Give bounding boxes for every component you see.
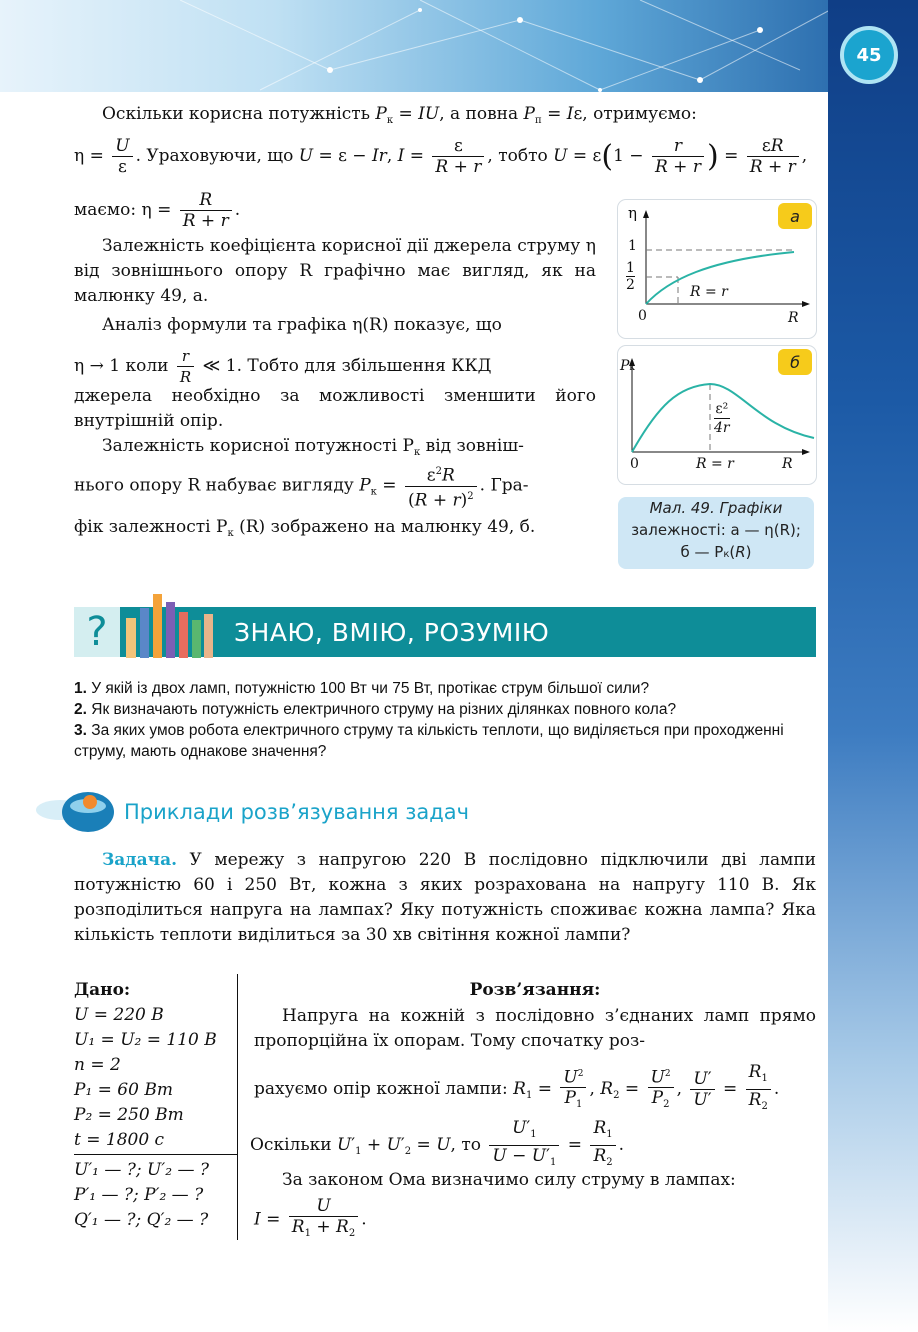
intro-line-1: Оскільки корисна потужність $P_к$ = IU, а повна $P_п = I\varepsilon$, отримуємо: xyxy=(102,104,697,126)
graph-a-tick-1: 1 xyxy=(628,238,637,254)
question-3: 3. За яких умов робота електричного струму та кількість теплоти, що виділяється при проходженні струму, мають однакове значення? xyxy=(74,722,784,760)
graph-a-origin: 0 xyxy=(638,308,647,324)
solution-current-formula: I = $\frac{U}{R_1 + R_2}$ . xyxy=(254,1196,367,1239)
figure-caption: Мал. 49. Графіки залежності: а — η(R); б — Pк(R) xyxy=(618,497,814,569)
intro-line-3: маємо: η = $\frac{R}{R + r}$ . xyxy=(74,190,241,231)
given-find-divider xyxy=(74,1154,237,1155)
intro-line-2: η = $\frac{U}{\varepsilon}$ . Ураховуючи, що U = ε − Ir, I = $\frac{\varepsilon}{R + r}$ , тобто U = ε(1 − $\frac{r}{R + r}$ ) = $\frac{\varepsilon R}{R + r}$ , xyxy=(74,136,808,177)
find-block: U′₁ — ?; U′₂ — ? P′₁ — ?; P′₂ — ? Q′₁ — ?; Q′₂ — ? xyxy=(74,1160,209,1230)
para-analysis-1: Аналіз формули та графіка η(R) показує, що xyxy=(102,315,502,335)
examples-icon xyxy=(34,790,118,836)
graph-a-x-label: R xyxy=(788,310,799,326)
graph-b-peak-label: ε² 4r xyxy=(714,401,730,436)
graph-a-y-label: η xyxy=(628,204,637,222)
graph-a-tick-half: 1 2 xyxy=(626,260,635,293)
para-power-1: Залежність корисної потужності $P_к$ від зовніш- xyxy=(102,436,524,458)
solution-title: Розв’язання: xyxy=(469,980,601,1000)
question-icon: ? xyxy=(74,607,120,657)
question-1: 1. У якій із двох ламп, потужністю 100 Вт чи 75 Вт, протікає струм більшої сили? xyxy=(74,680,650,697)
solution-p3: За законом Ома визначимо силу струму в лампах: xyxy=(282,1170,736,1190)
examples-title: Приклади розв’язування задач xyxy=(124,800,470,824)
solution-resistance: рахуємо опір кожної лампи: $R_1$ = $\frac{U^2}{P_1}$ , $R_2$ = $\frac{U^2}{P_2}$ , $\frac{U'}{U'}$ = $\frac{R_1}{R_2}$ . xyxy=(254,1062,780,1112)
given-block: Дано: U = 220 В U₁ = U₂ = 110 В n = 2 P₁ = 60 Вт P₂ = 250 Вт t = 1800 с xyxy=(74,980,217,1150)
question-2: 2. Як визначають потужність електричного струму на різних ділянках повного кола? xyxy=(74,701,677,718)
para-analysis-2: η → 1 коли $\frac{r}{R}$ ≪ 1. Тобто для збільшення ККД xyxy=(74,347,492,386)
graph-b-y-label: Pк xyxy=(620,358,636,374)
raised-hands-icon xyxy=(120,584,220,658)
graph-b-origin: 0 xyxy=(630,456,639,472)
solution-p1: Напруга на кожній з послідовно з’єднаних ламп прямо пропорційна їх опорам. Тому спочатку роз- xyxy=(254,1006,816,1051)
graph-b-marker: R = r xyxy=(696,456,734,472)
para-analysis-3: джерела необхідно за можливості зменшити його внутрішній опір. xyxy=(74,386,596,431)
para-power-3: фік залежності $P_к$ (R) зображено на малюнку 49, б. xyxy=(74,517,536,539)
graph-a-marker: R = r xyxy=(690,284,728,300)
para-power-2: нього опору R набуває вигляду $P_к$ = $\frac{\varepsilon^2R}{(R + r)^2}$ . Гра- xyxy=(74,462,596,510)
question-list xyxy=(74,678,820,762)
problem-text: Задача. У мережу з напругою 220 В послідовно підключили дві лампи потужністю 60 і 250 Вт, кожна з яких розрахована на напругу 110 В. Як розподілиться напруга на лампах? Яку потужність споживає кожна лампа? Яка кількість теплоти виділиться за 30 хв світіння кожної лампи? xyxy=(74,850,816,945)
para-dependence: Залежність коефіцієнта корисної дії джерела струму η від зовнішнього опору R графічно має вигляд, як на малюнку 49, а. xyxy=(74,236,596,306)
graph-a-tag: а xyxy=(778,203,812,229)
graph-b-x-label: R xyxy=(782,456,793,472)
graph-b-tag: б xyxy=(778,349,812,375)
solution-p2: Оскільки $U'_1 + U'_2 = U$, то $\frac{U'_1}{U - U'_1}$ = $\frac{R_1}{R_2}$ . xyxy=(250,1118,625,1168)
given-divider xyxy=(237,974,238,1240)
page-number: 45 xyxy=(840,26,898,84)
banner-title: ЗНАЮ, ВМІЮ, РОЗУМІЮ xyxy=(234,618,550,647)
